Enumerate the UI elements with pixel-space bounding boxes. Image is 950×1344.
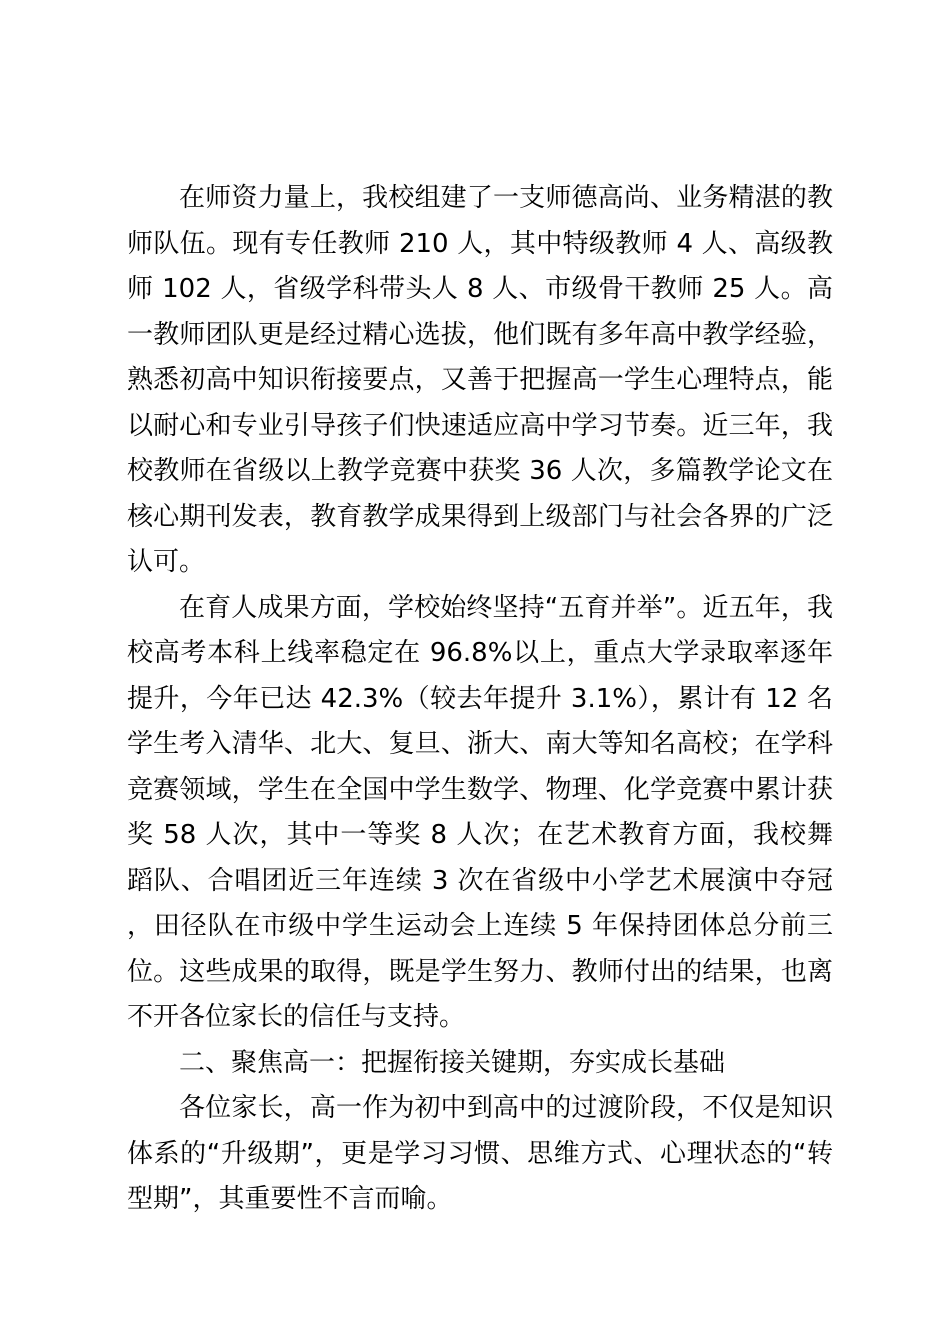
section-heading: 二、聚焦高一：把握衔接关键期，夯实成长基础 xyxy=(179,1047,726,1078)
paragraph-transition: 各位家长，高一作为初中到高中的过渡阶段，不仅是知识体系的“升级期”，更是学习习惯、思维方式、心理状态的“转型期”，其重要性不言而喻。 xyxy=(127,1093,833,1214)
paragraph-achievements: 在育人成果方面，学校始终坚持“五育并举”。近五年，我校高考本科上线率稳定在 96.8%以上，重点大学录取率逐年提升，今年已达 42.3%（较去年提升 3.1%），累计有 12 名学生考入清华、北大、复旦、浙大、南大等知名高校；在学科竞赛领域，学生在全国中学生数学、物理、化学竞赛中累计获奖 58 人次，其中一等奖 8 人次；在艺术教育方面，我校舞蹈队、合唱团近三年连续 3 次在省级中小学艺术展演中夺冠，田径队在市级中学生运动会上连续 5 年保持团体总分前三位。这些成果的取得，既是学生努力、教师付出的结果，也离不开各位家长的信任与支持。 xyxy=(127,592,833,1032)
document-page xyxy=(127,176,833,1223)
paragraph-faculty: 在师资力量上，我校组建了一支师德高尚、业务精湛的教师队伍。现有专任教师 210 人，其中特级教师 4 人、高级教师 102 人，省级学科带头人 8 人、市级骨干教师 25 人。高一教师团队更是经过精心选拔，他们既有多年高中教学经验，熟悉初高中知识衔接要点，又善于把握高一学生心理特点，能以耐心和专业引导孩子们快速适应高中学习节奏。近三年，我校教师在省级以上教学竞赛中获奖 36 人次，多篇教学论文在核心期刊发表，教育教学成果得到上级部门与社会各界的广泛认可。 xyxy=(127,183,833,577)
